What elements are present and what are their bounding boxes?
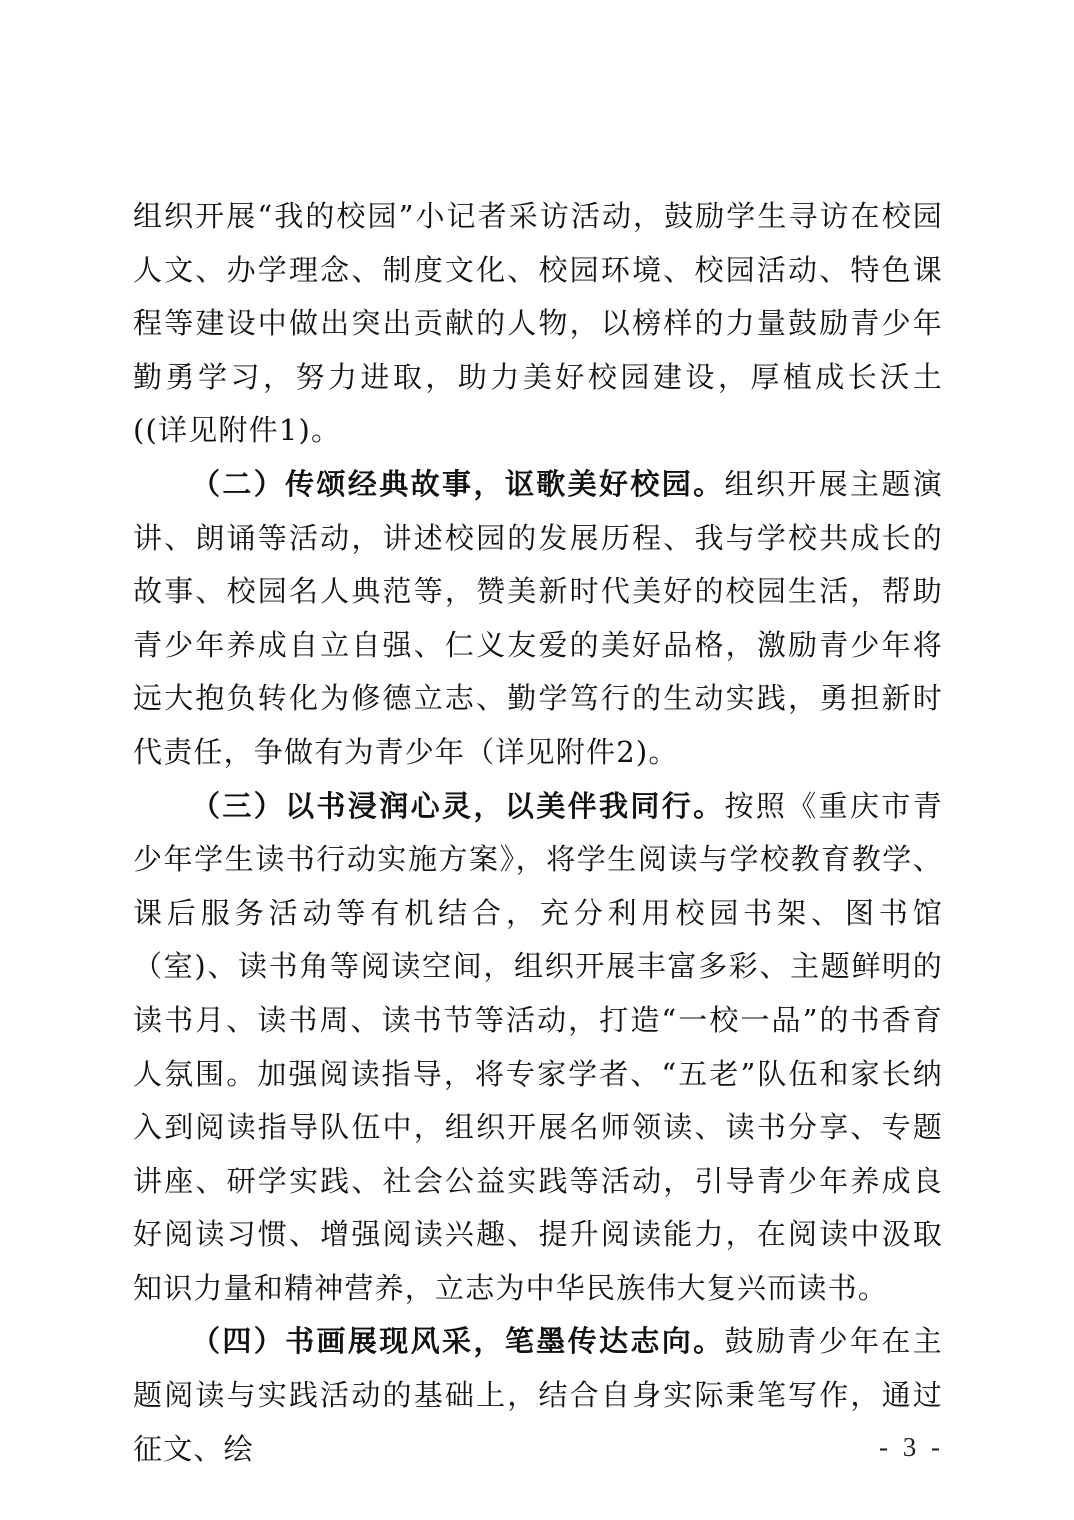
paragraph-text: 鼓励青少年在主题阅读与实践活动的基础上，结合自身实际秉笔写作，通过征文、绘: [133, 1324, 943, 1466]
paragraph-text: 按照《重庆市青少年学生读书行动实施方案》，将学生阅读与学校教育教学、课后服务活动等有机结合，充分利用校园书架、图书馆（室)、读书角等阅读空间，组织开展丰富多彩、主题鲜明的读书月、读书周、读书节等活动，打造“一校一品”的书香育人氛围。加强阅读指导，将专家学者、“五老”队伍和家长纳入到阅读指导队伍中，组织开展名师领读、读书分享、专题讲座、研学实践、社会公益实践等活动，引导青少年养成良好阅读习惯、增强阅读兴趣、提升阅读能力，在阅读中汲取知识力量和精神营养，立志为中华民族伟大复兴而读书。: [133, 788, 943, 1305]
paragraph-text: 组织开展“我的校园”小记者采访活动，鼓励学生寻访在校园人文、办学理念、制度文化、校园环境、校园活动、特色课程等建设中做出突出贡献的人物，以榜样的力量鼓励青少年勤勇学习，努力进取，助力美好校园建设，厚植成长沃土((详见附件1)。: [133, 199, 943, 448]
paragraph-continuation: [133, 190, 943, 458]
section-heading: （二）传颂经典故事，讴歌美好校园。: [191, 466, 725, 501]
paragraph-section-4: [133, 1315, 943, 1476]
page-number: - 3 -: [879, 1432, 944, 1462]
paragraph-text: 组织开展主题演讲、朗诵等活动，讲述校园的发展历程、我与学校共成长的故事、校园名人典范等，赞美新时代美好的校园生活，帮助青少年养成自立自强、仁义友爱的美好品格，激励青少年将远大抱负转化为修德立志、勤学笃行的生动实践，勇担新时代责任，争做有为青少年（详见附件2)。: [133, 466, 943, 769]
section-heading: （三）以书浸润心灵，以美伴我同行。: [191, 788, 725, 823]
paragraph-section-2: [133, 458, 943, 780]
section-heading: （四）书画展现风采，笔墨传达志向。: [191, 1324, 725, 1359]
body-text: [133, 190, 943, 1476]
paragraph-section-3: [133, 780, 943, 1316]
